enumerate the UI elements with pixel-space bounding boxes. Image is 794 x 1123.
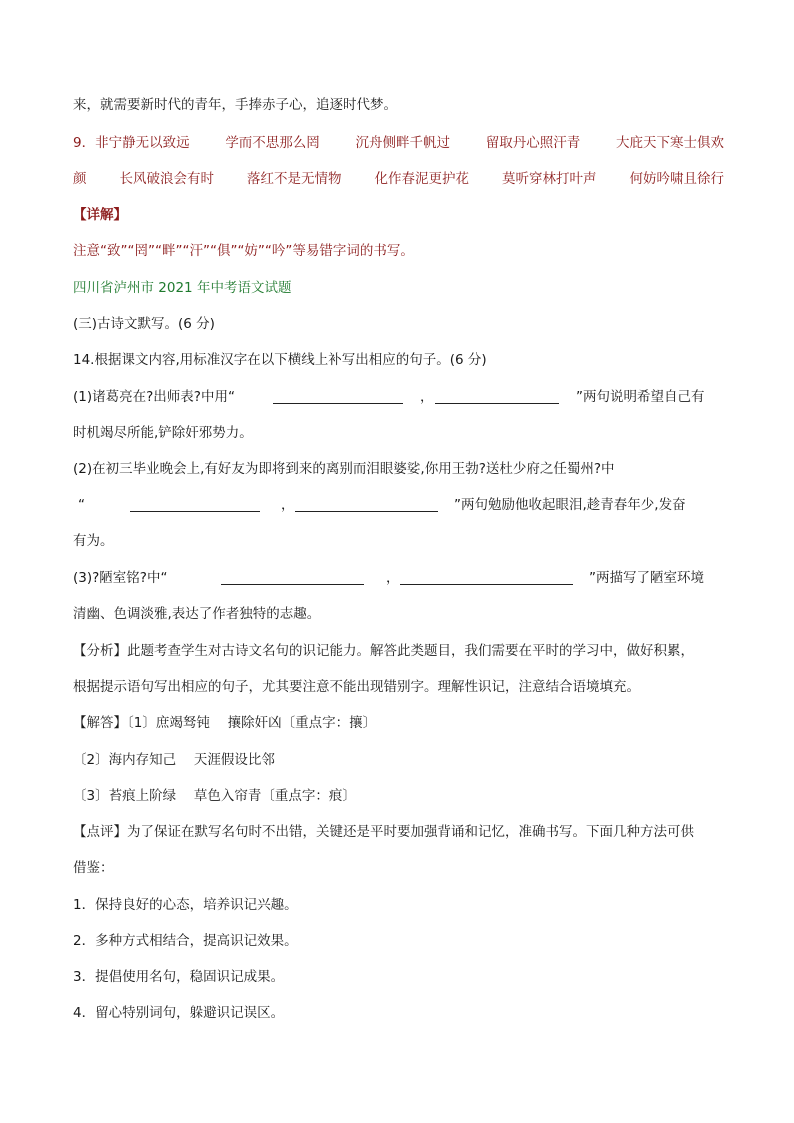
- analysis-line-2: 根据提示语句写出相应的句子，尤其要注意不能出现错别字。理解性识记，注意结合语境填充。: [73, 679, 640, 695]
- sub-question-2-cont: 有为。: [73, 533, 114, 549]
- paragraph-continuation: 来，就需要新时代的青年，手捧赤子心，追逐时代梦。: [73, 97, 397, 113]
- answer-line-3: 〔3〕苔痕上阶绿 草色入帘青〔重点字：痕〕: [73, 788, 356, 804]
- exam-source: 四川省泸州市 2021 年中考语文试题: [73, 280, 292, 296]
- q9-item: 9．非宁静无以致远: [73, 135, 190, 151]
- q9-item: 大庇天下寒士俱欢: [615, 135, 724, 151]
- fill-blank[interactable]: [130, 497, 260, 512]
- section-heading: (三)古诗文默写。(6 分): [73, 316, 215, 332]
- q9-item: 沉舟侧畔千帆过: [355, 135, 451, 151]
- fill-blank[interactable]: [221, 570, 364, 585]
- q9-item: 学而不思那么罔: [225, 135, 320, 151]
- answer-line-1: 【解答】〔1〕庶竭驽钝 攘除奸凶〔重点字：攘〕: [73, 715, 377, 731]
- q9-item: 留取丹心照汗青: [485, 135, 581, 151]
- detail-heading: 【详解】: [73, 207, 127, 223]
- detail-text: 注意“致”“罔”“畔”“汗”“俱”“妨”“吟”等易错字词的书写。: [73, 243, 414, 259]
- fill-blank[interactable]: [435, 389, 559, 404]
- q9-item: 落红不是无情物: [247, 171, 342, 187]
- q9-answer-row-1: [73, 133, 724, 153]
- sub-question-3-cont: 清幽、色调淡雅,表达了作者独特的志趣。: [73, 606, 321, 622]
- q9-answer-row-2: [73, 169, 724, 189]
- document-page: 来，就需要新时代的青年，手捧赤子心，追逐时代梦。 9．非宁静无以致远 学而不思那么罔 沉舟侧畔千帆过 留取丹心照汗青 大庇天下寒士俱欢 颜 长风破浪会有时 落红不是无情物 化作春泥更护花 莫听穿林打叶声 何妨吟啸且徐行 【详解】 注意“致”“罔”“畔”“汗”“俱”“妨”“吟”等易错字词的书写。 四川省泸州市 2021 年中考语文试题 (三)古诗文默写。(6 分) 14.根据课文内容,用标准汉字在以下横线上补写出相应的句子。(6 分) (1)诸葛亮在?出师表?中用“ ， ”两句说明希望自己有 时机竭尽所能,铲除奸邪势力。 (2)在初三毕业晚会上,有好友为即将到来的离别而泪眼婆娑,你用王勃?送杜少府之任蜀州?中 “ ， ”两句勉励他收起眼泪,趁青春年少,发奋 有为。 (3)?陋室铭?中“ ， ”两描写了陋室环境 清幽、色调淡雅,表达了作者独特的志趣。 【分析】此题考查学生对古诗文名句的识记能力。解答此类题目，我们需要在平时的学习中，做好积累， 根据提示语句写出相应的句子，尤其要注意不能出现错别字。理解性识记，注意结合语境填充。 【解答】〔1〕庶竭驽钝 攘除奸凶〔重点字：攘〕 〔2〕海内存知己 天涯假设比邻 〔3〕苔痕上阶绿 草色入帘青〔重点字：痕〕 【点评】为了保证在默写名句时不出错，关键还是平时要加强背诵和记忆，准确书写。下面几种方法可供 借鉴： 1．保持良好的心态，培养识记兴趣。 2．多种方式相结合，提高识记效果。 3．提倡使用名句，稳固识记成果。 4．留心特别词句，躲避识记误区。: [73, 97, 724, 1021]
- fill-blank[interactable]: [400, 570, 573, 585]
- comment-line-2: 借鉴：: [73, 860, 114, 876]
- method-item: 3．提倡使用名句，稳固识记成果。: [73, 969, 285, 985]
- q9-item: 颜: [73, 171, 87, 187]
- sub-question-1-cont: 时机竭尽所能,铲除奸邪势力。: [73, 425, 253, 441]
- fill-blank[interactable]: [273, 389, 403, 404]
- sub-question-2: (2)在初三毕业晚会上,有好友为即将到来的离别而泪眼婆娑,你用王勃?送杜少府之任蜀州?中: [73, 461, 615, 477]
- comment-line-1: 【点评】为了保证在默写名句时不出错，关键还是平时要加强背诵和记忆，准确书写。下面几种方法可供: [73, 824, 694, 840]
- method-item: 4．留心特别词句，躲避识记误区。: [73, 1005, 285, 1021]
- q9-item: 莫听穿林打叶声: [502, 171, 597, 187]
- question-14: 14.根据课文内容,用标准汉字在以下横线上补写出相应的句子。(6 分): [73, 352, 487, 368]
- method-item: 2．多种方式相结合，提高识记效果。: [73, 933, 298, 949]
- method-item: 1．保持良好的心态，培养识记兴趣。: [73, 897, 298, 913]
- answer-line-2: 〔2〕海内存知己 天涯假设比邻: [73, 752, 275, 768]
- q9-item: 化作春泥更护花: [374, 171, 469, 187]
- fill-blank[interactable]: [295, 497, 438, 512]
- analysis-line-1: 【分析】此题考查学生对古诗文名句的识记能力。解答此类题目，我们需要在平时的学习中，做好积累，: [73, 643, 694, 659]
- q9-item: 何妨吟啸且徐行: [629, 171, 724, 187]
- q9-item: 长风破浪会有时: [119, 171, 214, 187]
